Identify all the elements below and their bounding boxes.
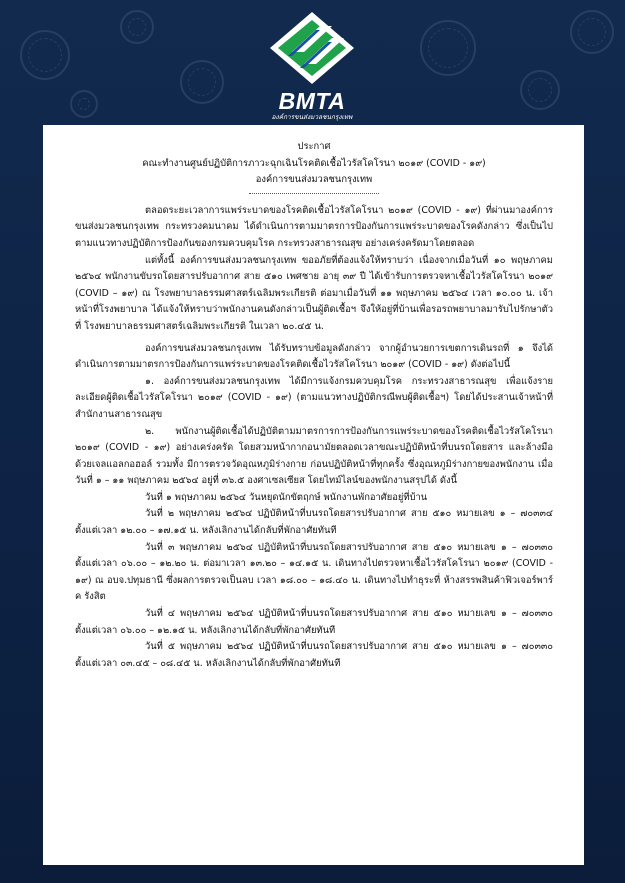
virus-decoration: [20, 30, 70, 80]
virus-decoration: [70, 90, 98, 118]
bmta-logo: [262, 8, 362, 120]
logo-text: BMTA: [278, 88, 346, 114]
paragraph: ตลอดระยะเวลาการแพร่ระบาดของโรคติดเชื้อไวรัสโคโรนา ๒๐๑๙ (COVID - ๑๙) ที่ผ่านมาองค์การขนส่งมวลชนกรุงเทพ กระทรวงคมนาคม ได้ดำเนินการตามมาตรการป้องกันการแพร่ระบาดของโรคดังกล่าว ซึ่งเป็นไปตามแนวทางปฏิบัติการป้องกันของกรมควบคุมโรค กระทรวงสาธารณสุข อย่างเคร่งครัดมาโดยตลอด: [75, 204, 553, 249]
document-paper: [43, 125, 584, 865]
virus-decoration: [420, 20, 476, 76]
paragraph: แต่ทั้งนี้ องค์การขนส่งมวลชนกรุงเทพ ขออภัยที่ต้องแจ้งให้ทราบว่า เนื่องจากเมื่อวันที่ ๑๐ พฤษภาคม ๒๕๖๔ พนักงานขับรถโดยสารปรับอากาศ สาย ๕๑๐ เพศชาย อายุ ๓๙ ปี ได้เข้ารับการตรวจหาเชื้อไวรัสโคโรนา ๒๐๑๙ (COVID – ๑๙) ณ โรงพยาบาลธรรมศาสตร์เฉลิมพระเกียรติ ต่อมาเมื่อวันที่ ๑๑ พฤษภาคม ๒๕๖๔ เวลา ๑๐.๐๐ น. เจ้าหน้าที่โรงพยาบาล ได้แจ้งให้ทราบว่าพนักงานคนดังกล่าวเป็นผู้ติดเชื้อฯ จึงให้อยู่ที่บ้านเพื่อรอรถพยาบาลมารับไปรักษาตัวที่ โรงพยาบาลธรรมศาสตร์เฉลิมพระเกียรติ ในเวลา ๒๐.๔๕ น.: [75, 254, 553, 332]
paragraph: ๒. พนักงานผู้ติดเชื้อได้ปฏิบัติตามมาตรการการป้องกันการแพร่ระบาดของโรคติดเชื้อไวรัสโคโรนา ๒๐๑๙ (COVID - ๑๙) อย่างเคร่งครัด โดยสวมหน้ากากอนามัยตลอดเวลาขณะปฏิบัติหน้าที่บนรถโดยสาร และล้างมือด้วยเจลแอลกอฮอล์ รวมทั้ง มีการตรวจวัดอุณหภูมิร่างกาย ก่อนปฏิบัติหน้าที่ทุกครั้ง ซึ่งอุณหภูมิร่างกายของพนักงาน เมื่อวันที่ ๑ – ๑๑ พฤษภาคม ๒๕๖๔ อยู่ที่ ๓๖.๕ องศาเซลเซียส โดยไทม์ไลน์ของพนักงานสรุปได้ ดังนี้: [75, 425, 553, 487]
document-title-line1: คณะทำงานศูนย์ปฏิบัติการภาวะฉุกเฉินโรคติดเชื้อไวรัสโคโรนา ๒๐๑๙ (COVID - ๑๙): [142, 157, 486, 169]
logo-subtitle: องค์การขนส่งมวลชนกรุงเทพ: [271, 113, 353, 121]
paragraph: ๑. องค์การขนส่งมวลชนกรุงเทพ ได้มีการแจ้งกรมควบคุมโรค กระทรวงสาธารณสุข เพื่อแจ้งรายละเอียดผู้ติดเชื้อไวรัสโคโรนา ๒๐๑๙ (COVID - ๑๙) (ตามแนวทางปฏิบัติกรณีพบผู้ติดเชื้อฯ) โดยได้ประสานเจ้าหน้าที่สำนักงานสาธารณสุข: [75, 375, 553, 420]
document-heading: ประกาศ: [297, 141, 331, 152]
document-title-line2: องค์การขนส่งมวลชนกรุงเทพ: [255, 174, 373, 186]
bmta-emblem-icon: [262, 8, 362, 90]
timeline-item: วันที่ ๒ พฤษภาคม ๒๕๖๔ ปฏิบัติหน้าที่บนรถโดยสารปรับอากาศ สาย ๕๑๐ หมายเลข ๑ – ๗๐๓๓๔ ตั้งแต่เวลา ๑๒.๐๐ – ๑๗.๑๕ น. หลังเลิกงานได้กลับที่พักอาศัยทันที: [75, 508, 553, 537]
virus-decoration: [520, 70, 560, 110]
virus-decoration: [120, 10, 154, 44]
timeline-item: วันที่ ๕ พฤษภาคม ๒๕๖๔ ปฏิบัติหน้าที่บนรถโดยสารปรับอากาศ สาย ๕๑๐ หมายเลข ๑ – ๗๐๓๓๐ ตั้งแต่เวลา ๐๓.๔๕ – ๐๘.๔๕ น. หลังเลิกงานได้กลับที่พักอาศัยทันที: [75, 641, 553, 669]
timeline-item: วันที่ ๔ พฤษภาคม ๒๕๖๔ ปฏิบัติหน้าที่บนรถโดยสารปรับอากาศ สาย ๕๑๐ หมายเลข ๑ – ๗๐๓๓๐ ตั้งแต่เวลา ๐๖.๐๐ – ๑๒.๑๕ น. หลังเลิกงานได้กลับที่พักอาศัยทันที: [75, 608, 553, 636]
paragraph: องค์การขนส่งมวลชนกรุงเทพ ได้รับทราบข้อมูลดังกล่าว จากผู้อำนวยการเขตการเดินรถที่ ๑ จึงได้ดำเนินการตามมาตรการป้องกันการแพร่ระบาดของโรคติดเชื้อไวรัสโคโรนา ๒๐๑๙ (COVID - ๑๙) ดังต่อไปนี้: [75, 342, 553, 371]
timeline-item: วันที่ ๓ พฤษภาคม ๒๕๖๔ ปฏิบัติหน้าที่บนรถโดยสารปรับอากาศ สาย ๕๑๐ หมายเลข ๑ – ๗๐๓๓๐ ตั้งแต่เวลา ๐๖.๐๐ – ๑๒.๒๐ น. ต่อมาเวลา ๑๓.๒๐ – ๑๔.๑๕ น. เดินทางไปตรวจหาเชื้อไวรัสโคโรนา ๒๐๑๙ (COVID - ๑๙) ณ อบจ.ปทุมธานี ซึ่งผลการตรวจเป็นลบ เวลา ๑๘.๐๐ – ๑๘.๔๐ น. เดินทางไปทำธุระที่ ห้างสรรพสินค้าฟิวเจอร์พาร์ค รังสิต: [75, 541, 553, 603]
dotted-divider: [249, 191, 379, 194]
virus-decoration: [570, 10, 614, 54]
virus-decoration: [180, 60, 224, 104]
timeline-item: วันที่ ๑ พฤษภาคม ๒๕๖๔ วันหยุดนักขัตฤกษ์ พนักงานพักอาศัยอยู่ที่บ้าน: [145, 491, 428, 503]
document-content: [75, 139, 553, 672]
